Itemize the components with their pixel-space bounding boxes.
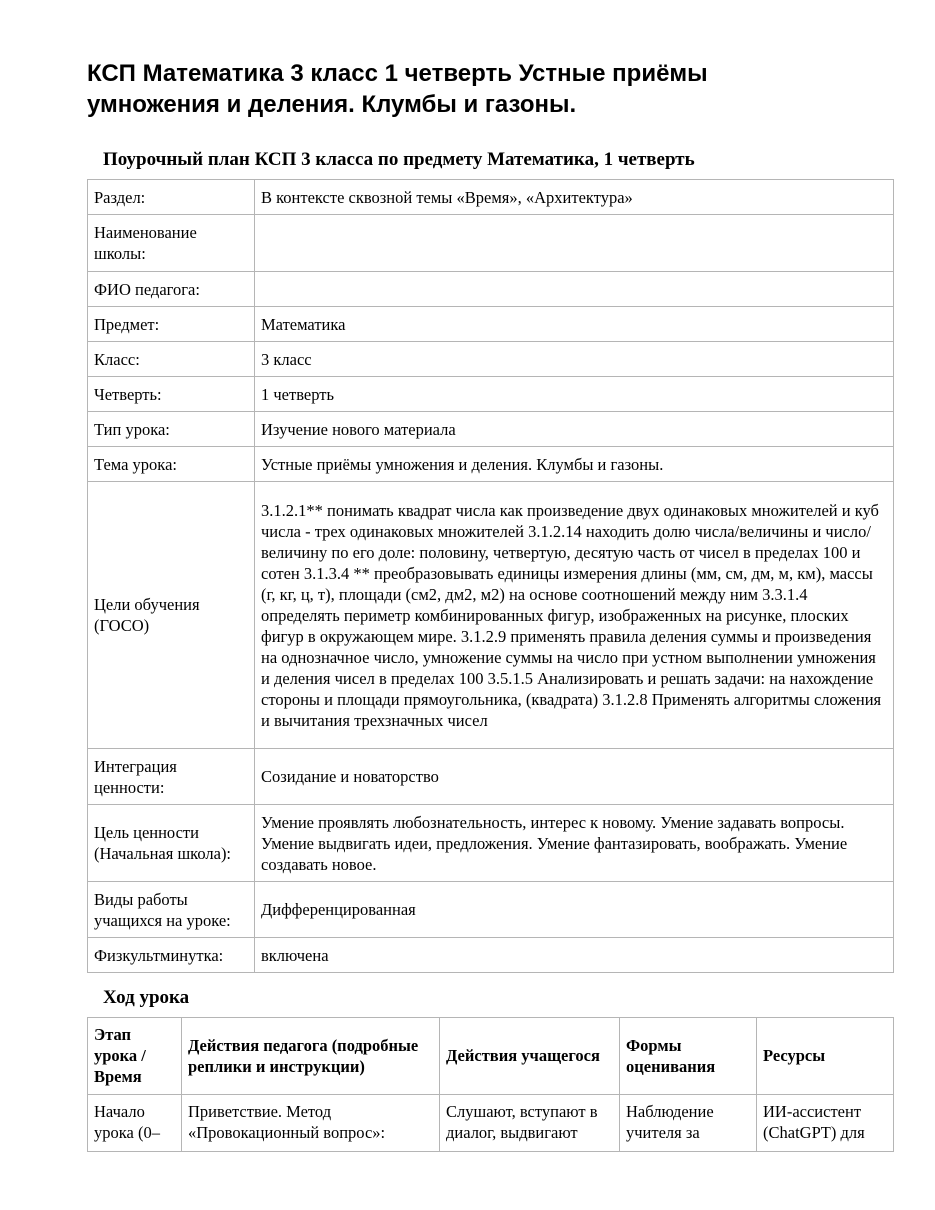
- table-row: [88, 272, 894, 307]
- row-value: 3 класс: [255, 342, 894, 377]
- table-row: [88, 938, 894, 973]
- table-row: [88, 307, 894, 342]
- row-value: Изучение нового материала: [255, 412, 894, 447]
- cell-text: Слушают, вступают в диалог, выдвигают: [446, 1102, 598, 1142]
- table-row: [88, 882, 894, 938]
- table-row: [88, 1095, 894, 1152]
- row-value: 3.1.2.1** понимать квадрат числа как произведение двух одинаковых множителей и куб числа - трех одинаковых множителей 3.1.2.14 находить долю числа/величины и число/величину по его доле: половину, четвертую, десятую часть от чисел в пределах 100 и сотен 3.1.3.4 ** преобразовывать единицы измерения длины (мм, см, дм, м, км), массы (г, кг, ц, т), площади (см2, дм2, м2) на основе соотношений между ним 3.3.1.4 определять периметр комбинированных фигур, изображенных на рисунке, плоских фигур в окружающем мире. 3.1.2.9 применять правила деления суммы и произведения на однозначное число, умножение суммы на число при устном выполнении умножения и деления чисел в пределах 100 3.5.1.5 Анализировать и решать задачи: на нахождение стороны и площади прямоугольника, (квадрата) 3.1.2.8 Применять алгоритмы сложения и вычитания трехзначных чисел: [255, 482, 894, 749]
- row-value: Умение проявлять любознательность, интерес к новому. Умение задавать вопросы. Умение выдвигать идеи, предложения. Умение фантазировать, воображать. Умение создавать новое.: [255, 805, 894, 882]
- row-label: Класс:: [88, 342, 255, 377]
- row-label: Виды работы учащихся на уроке:: [88, 882, 255, 938]
- row-value: [255, 272, 894, 307]
- row-value: Математика: [255, 307, 894, 342]
- cell-text: Начало урока (0–: [94, 1102, 160, 1142]
- lesson-progress-heading: Ход урока: [103, 987, 190, 1008]
- table-row: [88, 377, 894, 412]
- row-value: Созидание и новаторство: [255, 749, 894, 805]
- row-label: Цели обучения (ГОСО): [88, 482, 255, 749]
- table-header-row: [88, 1018, 894, 1095]
- column-header-assessment: Формы оценивания: [620, 1018, 757, 1095]
- row-label: Интеграция ценности:: [88, 749, 255, 805]
- table-row: [88, 749, 894, 805]
- table-cell: [757, 1095, 894, 1152]
- table-row: [88, 482, 894, 749]
- row-value: Устные приёмы умножения и деления. Клумбы и газоны.: [255, 447, 894, 482]
- row-label: Раздел:: [88, 180, 255, 215]
- lesson-progress-table: [87, 1017, 894, 1152]
- row-label: Физкультминутка:: [88, 938, 255, 973]
- table-row: [88, 447, 894, 482]
- plan-heading: Поурочный план КСП 3 класса по предмету Математика, 1 четверть: [103, 149, 695, 170]
- row-label: Предмет:: [88, 307, 255, 342]
- row-label: Наименование школы:: [88, 215, 255, 272]
- row-label: Тема урока:: [88, 447, 255, 482]
- row-label: Четверть:: [88, 377, 255, 412]
- table-cell: [620, 1095, 757, 1152]
- row-label: Тип урока:: [88, 412, 255, 447]
- table-row: [88, 215, 894, 272]
- cell-text: ИИ-ассистент (ChatGPT) для: [763, 1102, 865, 1142]
- table-cell: [88, 1095, 182, 1152]
- table-row: [88, 180, 894, 215]
- cell-text: Наблюдение учителя за: [626, 1102, 714, 1142]
- lesson-plan-table: [87, 179, 894, 973]
- row-value: Дифференцированная: [255, 882, 894, 938]
- cell-text: Приветствие. Метод «Провокационный вопрос»:: [188, 1102, 386, 1142]
- table-cell: [440, 1095, 620, 1152]
- column-header-student-actions: Действия учащегося: [440, 1018, 620, 1095]
- table-cell: [182, 1095, 440, 1152]
- row-value: 1 четверть: [255, 377, 894, 412]
- column-header-stage: Этап урока / Время: [88, 1018, 182, 1095]
- column-header-resources: Ресурсы: [757, 1018, 894, 1095]
- column-header-teacher-actions: Действия педагога (подробные реплики и инструкции): [182, 1018, 440, 1095]
- row-value: В контексте сквозной темы «Время», «Архитектура»: [255, 180, 894, 215]
- row-value: включена: [255, 938, 894, 973]
- row-label: Цель ценности (Начальная школа):: [88, 805, 255, 882]
- document-title: КСП Математика 3 класс 1 четверть Устные приёмы умножения и деления. Клумбы и газоны.: [87, 60, 708, 118]
- row-value: [255, 215, 894, 272]
- table-row: [88, 412, 894, 447]
- table-row: [88, 342, 894, 377]
- table-row: [88, 805, 894, 882]
- row-label: ФИО педагога:: [88, 272, 255, 307]
